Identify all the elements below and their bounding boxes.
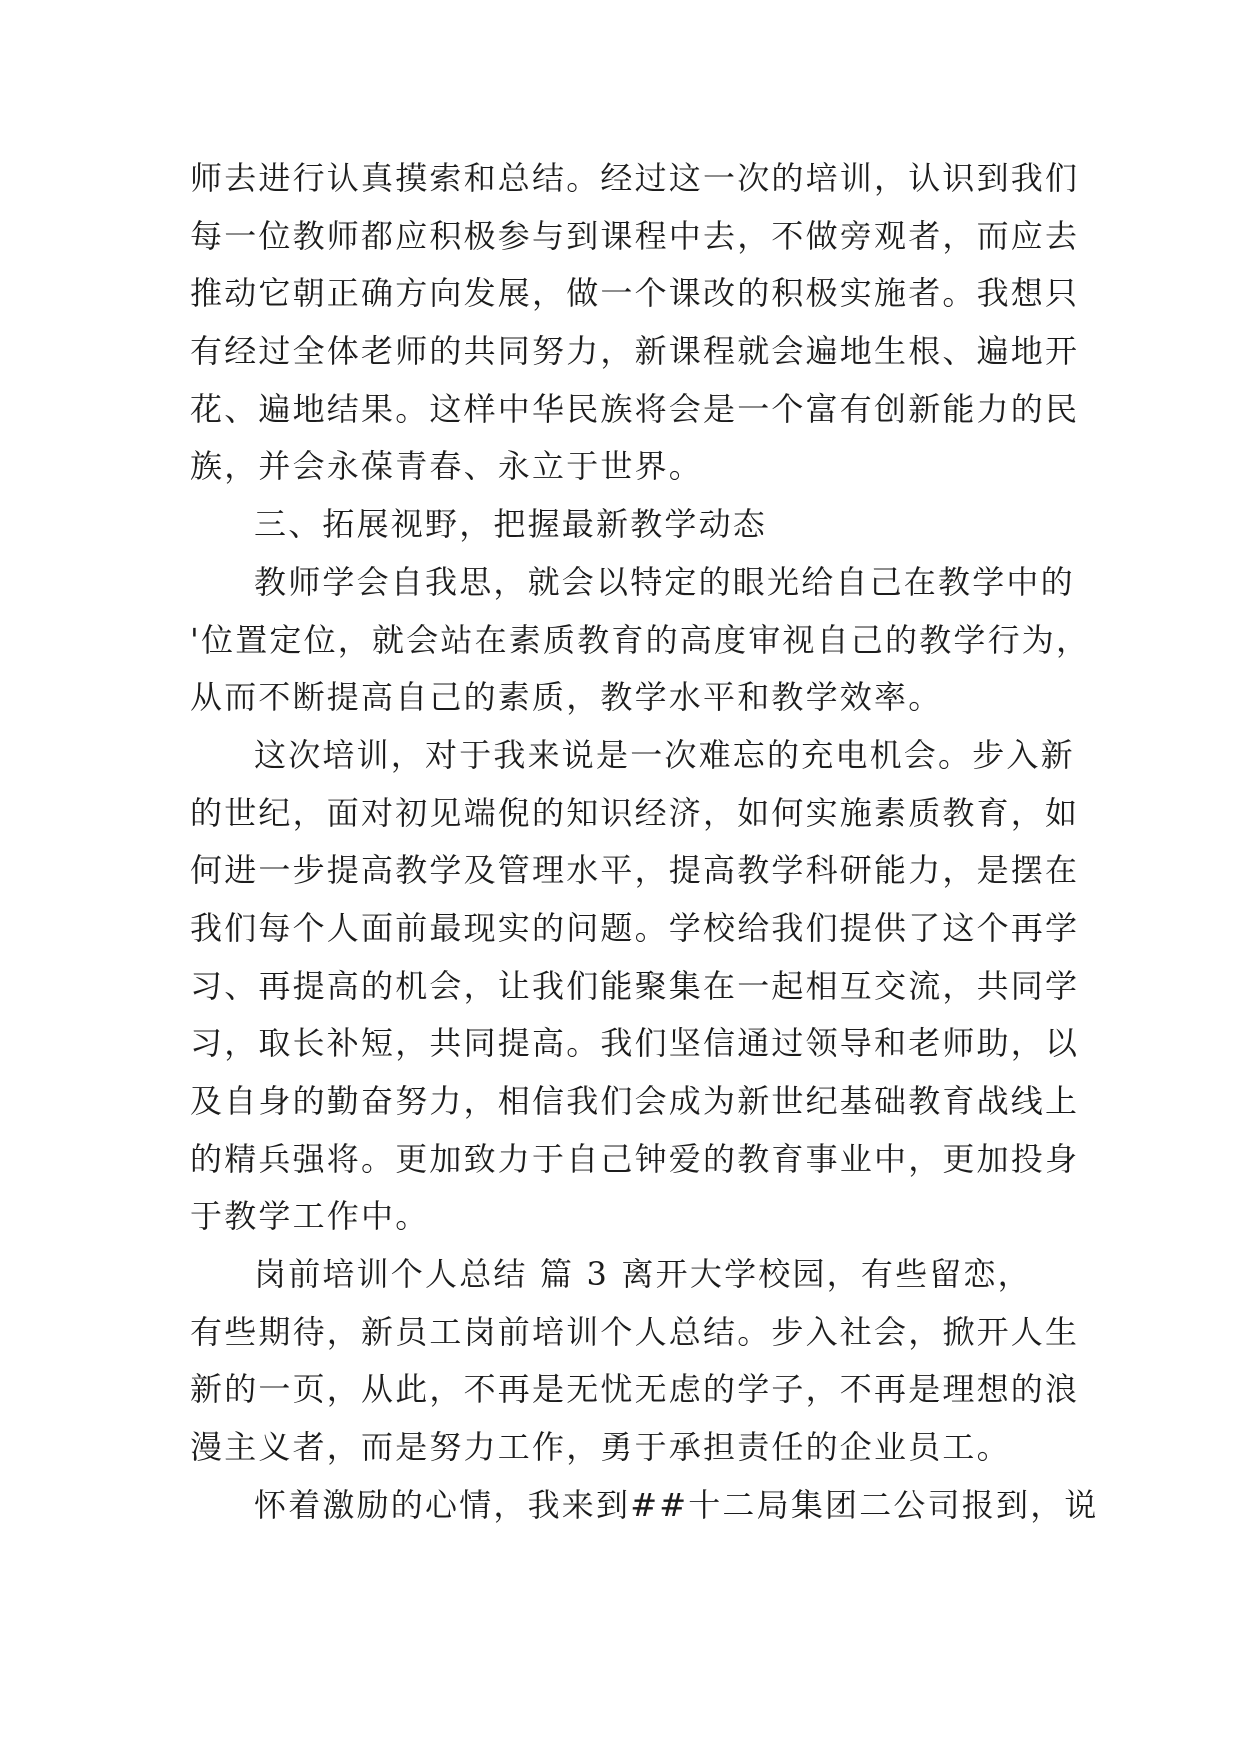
text-line: 的精兵强将。更加致力于自己钟爱的教育事业中，更加投身: [190, 1139, 1080, 1178]
text-line: 于教学工作中。: [190, 1197, 430, 1236]
text-line: 每一位教师都应积极参与到课程中去，不做旁观者，而应去: [190, 216, 1080, 255]
text-line: 有些期待，新员工岗前培训个人总结。步入社会，掀开人生: [190, 1312, 1080, 1351]
text-line: 这次培训，对于我来说是一次难忘的充电机会。步入新: [254, 735, 1075, 774]
text-line: 的世纪，面对初见端倪的知识经济，如何实施素质教育，如: [190, 793, 1080, 832]
text-line: 漫主义者，而是努力工作，勇于承担责任的企业员工。: [190, 1428, 1011, 1467]
text-line: 习、再提高的机会，让我们能聚集在一起相互交流，共同学: [190, 966, 1080, 1005]
text-line: 师去进行认真摸索和总结。经过这一次的培训，认识到我们: [190, 159, 1080, 197]
body-text: [190, 150, 1099, 1535]
text-line: 教师学会自我思，就会以特定的眼光给自己在教学中的: [254, 562, 1075, 601]
text-line: 有经过全体老师的共同努力，新课程就会遍地生根、遍地开: [190, 332, 1080, 371]
text-line: 从而不断提高自己的素质，教学水平和教学效率。: [190, 678, 943, 717]
text-line: 族，并会永葆青春、永立于世界。: [190, 447, 704, 486]
text-line: 何进一步提高教学及管理水平，提高教学科研能力，是摆在: [190, 851, 1080, 890]
article-title-line: 岗前培训个人总结 篇 3 离开大学校园，有些留恋，: [254, 1255, 1032, 1294]
text-line: 怀着激励的心情，我来到##十二局集团二公司报到，说: [254, 1485, 1099, 1524]
text-line: '位置定位，就会站在素质教育的高度审视自己的教学行为，: [190, 620, 1091, 659]
text-line: 花、遍地结果。这样中华民族将会是一个富有创新能力的民: [190, 389, 1080, 428]
text-line: 及自身的勤奋努力，相信我们会成为新世纪基础教育战线上: [190, 1082, 1080, 1120]
text-line: 推动它朝正确方向发展，做一个课改的积极实施者。我想只: [190, 274, 1080, 313]
text-line: 新的一页，从此，不再是无忧无虑的学子，不再是理想的浪: [190, 1370, 1080, 1409]
text-line: 我们每个人面前最现实的问题。学校给我们提供了这个再学: [190, 908, 1080, 947]
section-heading: 三、拓展视野，把握最新教学动态: [254, 505, 768, 544]
text-line: 习，取长补短，共同提高。我们坚信通过领导和老师助，以: [190, 1024, 1080, 1063]
